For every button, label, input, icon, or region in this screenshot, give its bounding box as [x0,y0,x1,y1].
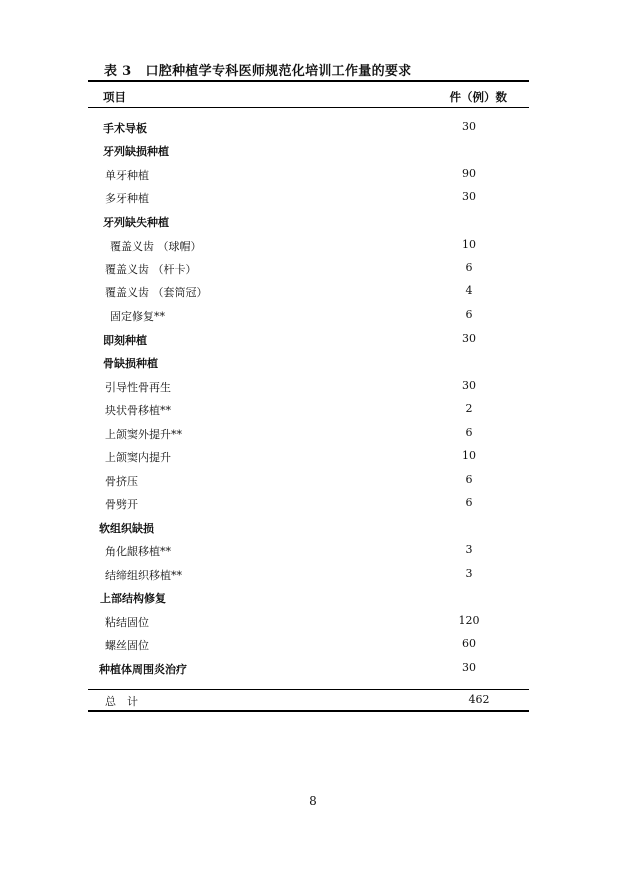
row-label: 固定修复** [110,310,165,323]
row-label: 软组织缺损 [99,522,154,535]
row-label: 覆盖义齿 （套筒冠） [105,286,208,299]
header-item: 项目 [103,90,126,104]
row-label: 粘结固位 [105,616,149,629]
table-row [88,634,529,654]
table-row [88,376,529,396]
table-row [88,235,529,255]
row-value: 2 [465,402,473,415]
row-value: 6 [465,308,473,321]
row-value: 4 [465,284,473,297]
row-label: 牙列缺损种植 [103,145,169,158]
row-label: 上颌窦外提升** [105,428,182,441]
row-label: 骨缺损种植 [103,357,158,370]
row-label: 手术导板 [103,122,147,135]
row-value: 6 [465,426,473,439]
table-category-row [88,117,529,137]
header-count: 件（例）数 [449,90,507,104]
table-total-row [88,690,529,710]
table-row [88,399,529,419]
row-value: 30 [462,190,476,203]
table-category-row [88,658,529,678]
row-label: 种植体周围炎治疗 [99,663,187,676]
row-value: 120 [458,614,480,627]
row-label: 角化龈移植** [105,545,171,558]
table-header [88,82,529,107]
total-label: 总 计 [105,695,138,708]
row-value: 30 [462,379,476,392]
row-label: 即刻种植 [103,334,147,347]
row-label: 牙列缺失种植 [103,216,169,229]
table-category-row [88,352,529,372]
row-label: 覆盖义齿 （球帽） [110,240,202,253]
row-value: 90 [462,167,476,180]
table-row [88,423,529,443]
row-label: 覆盖义齿 （杆卡） [105,263,197,276]
row-value: 60 [462,637,476,650]
table-number: 表 3 [104,64,132,79]
table-caption [104,60,412,79]
row-label: 结缔组织移植** [105,569,182,582]
table-row [88,564,529,584]
row-value: 30 [462,661,476,674]
table-row [88,305,529,325]
row-value: 30 [462,120,476,133]
page-number: 8 [309,794,317,808]
row-label: 骨劈开 [105,498,138,511]
row-value: 10 [462,238,476,251]
row-value: 6 [465,261,473,274]
table-title: 口腔种植学专科医师规范化培训工作量的要求 [145,64,412,79]
table-row [88,493,529,513]
table-row [88,164,529,184]
row-value: 10 [462,449,476,462]
total-value: 462 [468,693,490,706]
table-row [88,281,529,301]
table-body [88,108,529,689]
row-value: 30 [462,332,476,345]
row-label: 骨挤压 [105,475,138,488]
table-row [88,470,529,490]
row-label: 上颌窦内提升 [105,451,171,464]
table-row [88,187,529,207]
table-row [88,611,529,631]
table-category-row [88,211,529,231]
table-category-row [88,329,529,349]
table-category-row [88,587,529,607]
table-category-row [88,140,529,160]
table-category-row [88,517,529,537]
row-value: 3 [465,543,473,556]
table-row [88,446,529,466]
row-label: 螺丝固位 [105,639,149,652]
row-label: 上部结构修复 [100,592,166,605]
table-bottom-rule [88,710,529,712]
row-label: 单牙种植 [105,169,149,182]
table-row [88,540,529,560]
row-label: 块状骨移植** [105,404,171,417]
row-value: 3 [465,567,473,580]
row-label: 引导性骨再生 [105,381,171,394]
row-label: 多牙种植 [105,192,149,205]
table-row [88,258,529,278]
row-value: 6 [465,496,473,509]
workload-table [88,80,529,712]
row-value: 6 [465,473,473,486]
